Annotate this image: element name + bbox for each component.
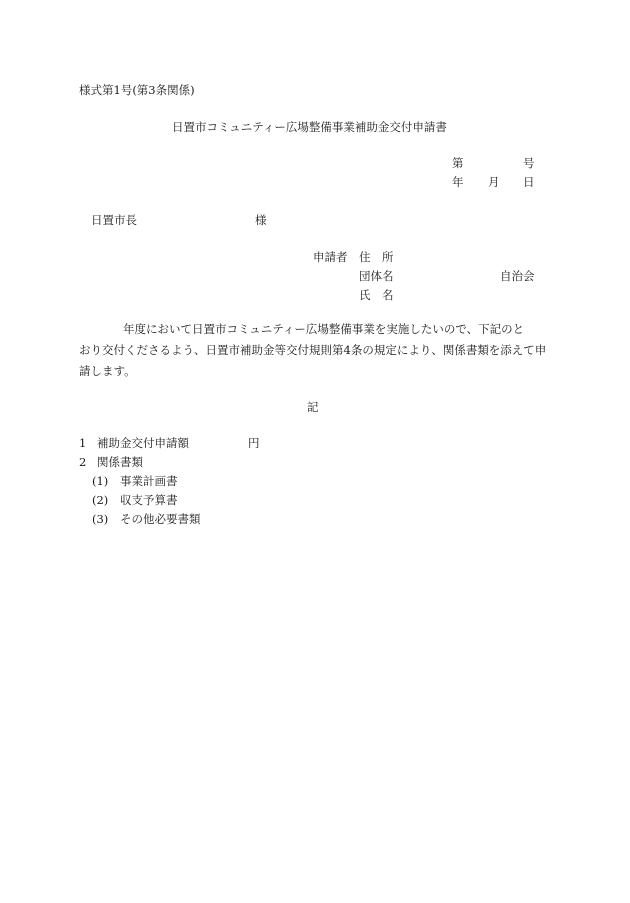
sub-item-label: 事業計画書: [120, 474, 178, 488]
request-line-2: おり交付くださるよう、日置市補助金等交付規則第4条の規定により、関係書類を添えて申: [79, 343, 547, 357]
request-paragraph: [79, 319, 549, 382]
request-line-3: 請します。: [79, 364, 136, 378]
form-number: 様式第1号(第3条関係): [79, 83, 195, 97]
item1-unit: 円: [248, 436, 260, 450]
applicant-label: 申請者: [313, 250, 348, 264]
sub-item-label: その他必要書類: [120, 512, 201, 526]
addressee-honorific: 様: [255, 213, 267, 227]
doc-no-prefix: 第: [452, 156, 464, 170]
sub-item-number: (1): [92, 474, 109, 488]
item2-number: 2: [79, 455, 87, 469]
addressee-name: 日置市長: [91, 213, 137, 227]
doc-no-suffix: 号: [523, 156, 535, 170]
applicant-group-suffix: 自治会: [500, 269, 535, 283]
sub-item-number: (2): [92, 493, 109, 507]
applicant-address-label: 住 所: [359, 250, 394, 264]
applicant-group-label: 団体名: [359, 269, 394, 283]
item1-number: 1: [79, 436, 87, 450]
applicant-name-label: 氏 名: [359, 288, 394, 302]
sub-item-number: (3): [92, 512, 109, 526]
document-title: 日置市コミュニティー広場整備事業補助金交付申請書: [172, 120, 447, 134]
sub-item-label: 収支予算書: [120, 493, 178, 507]
ki-heading: 記: [307, 400, 319, 414]
item2-label: 関係書類: [97, 455, 143, 469]
date-day: 日: [523, 175, 535, 189]
date-month: 月: [488, 175, 500, 189]
date-year: 年: [452, 175, 464, 189]
item1-label: 補助金交付申請額: [97, 436, 189, 450]
request-line-1: 年度において日置市コミュニティー広場整備事業を実施したいので、下記のと: [123, 322, 525, 336]
